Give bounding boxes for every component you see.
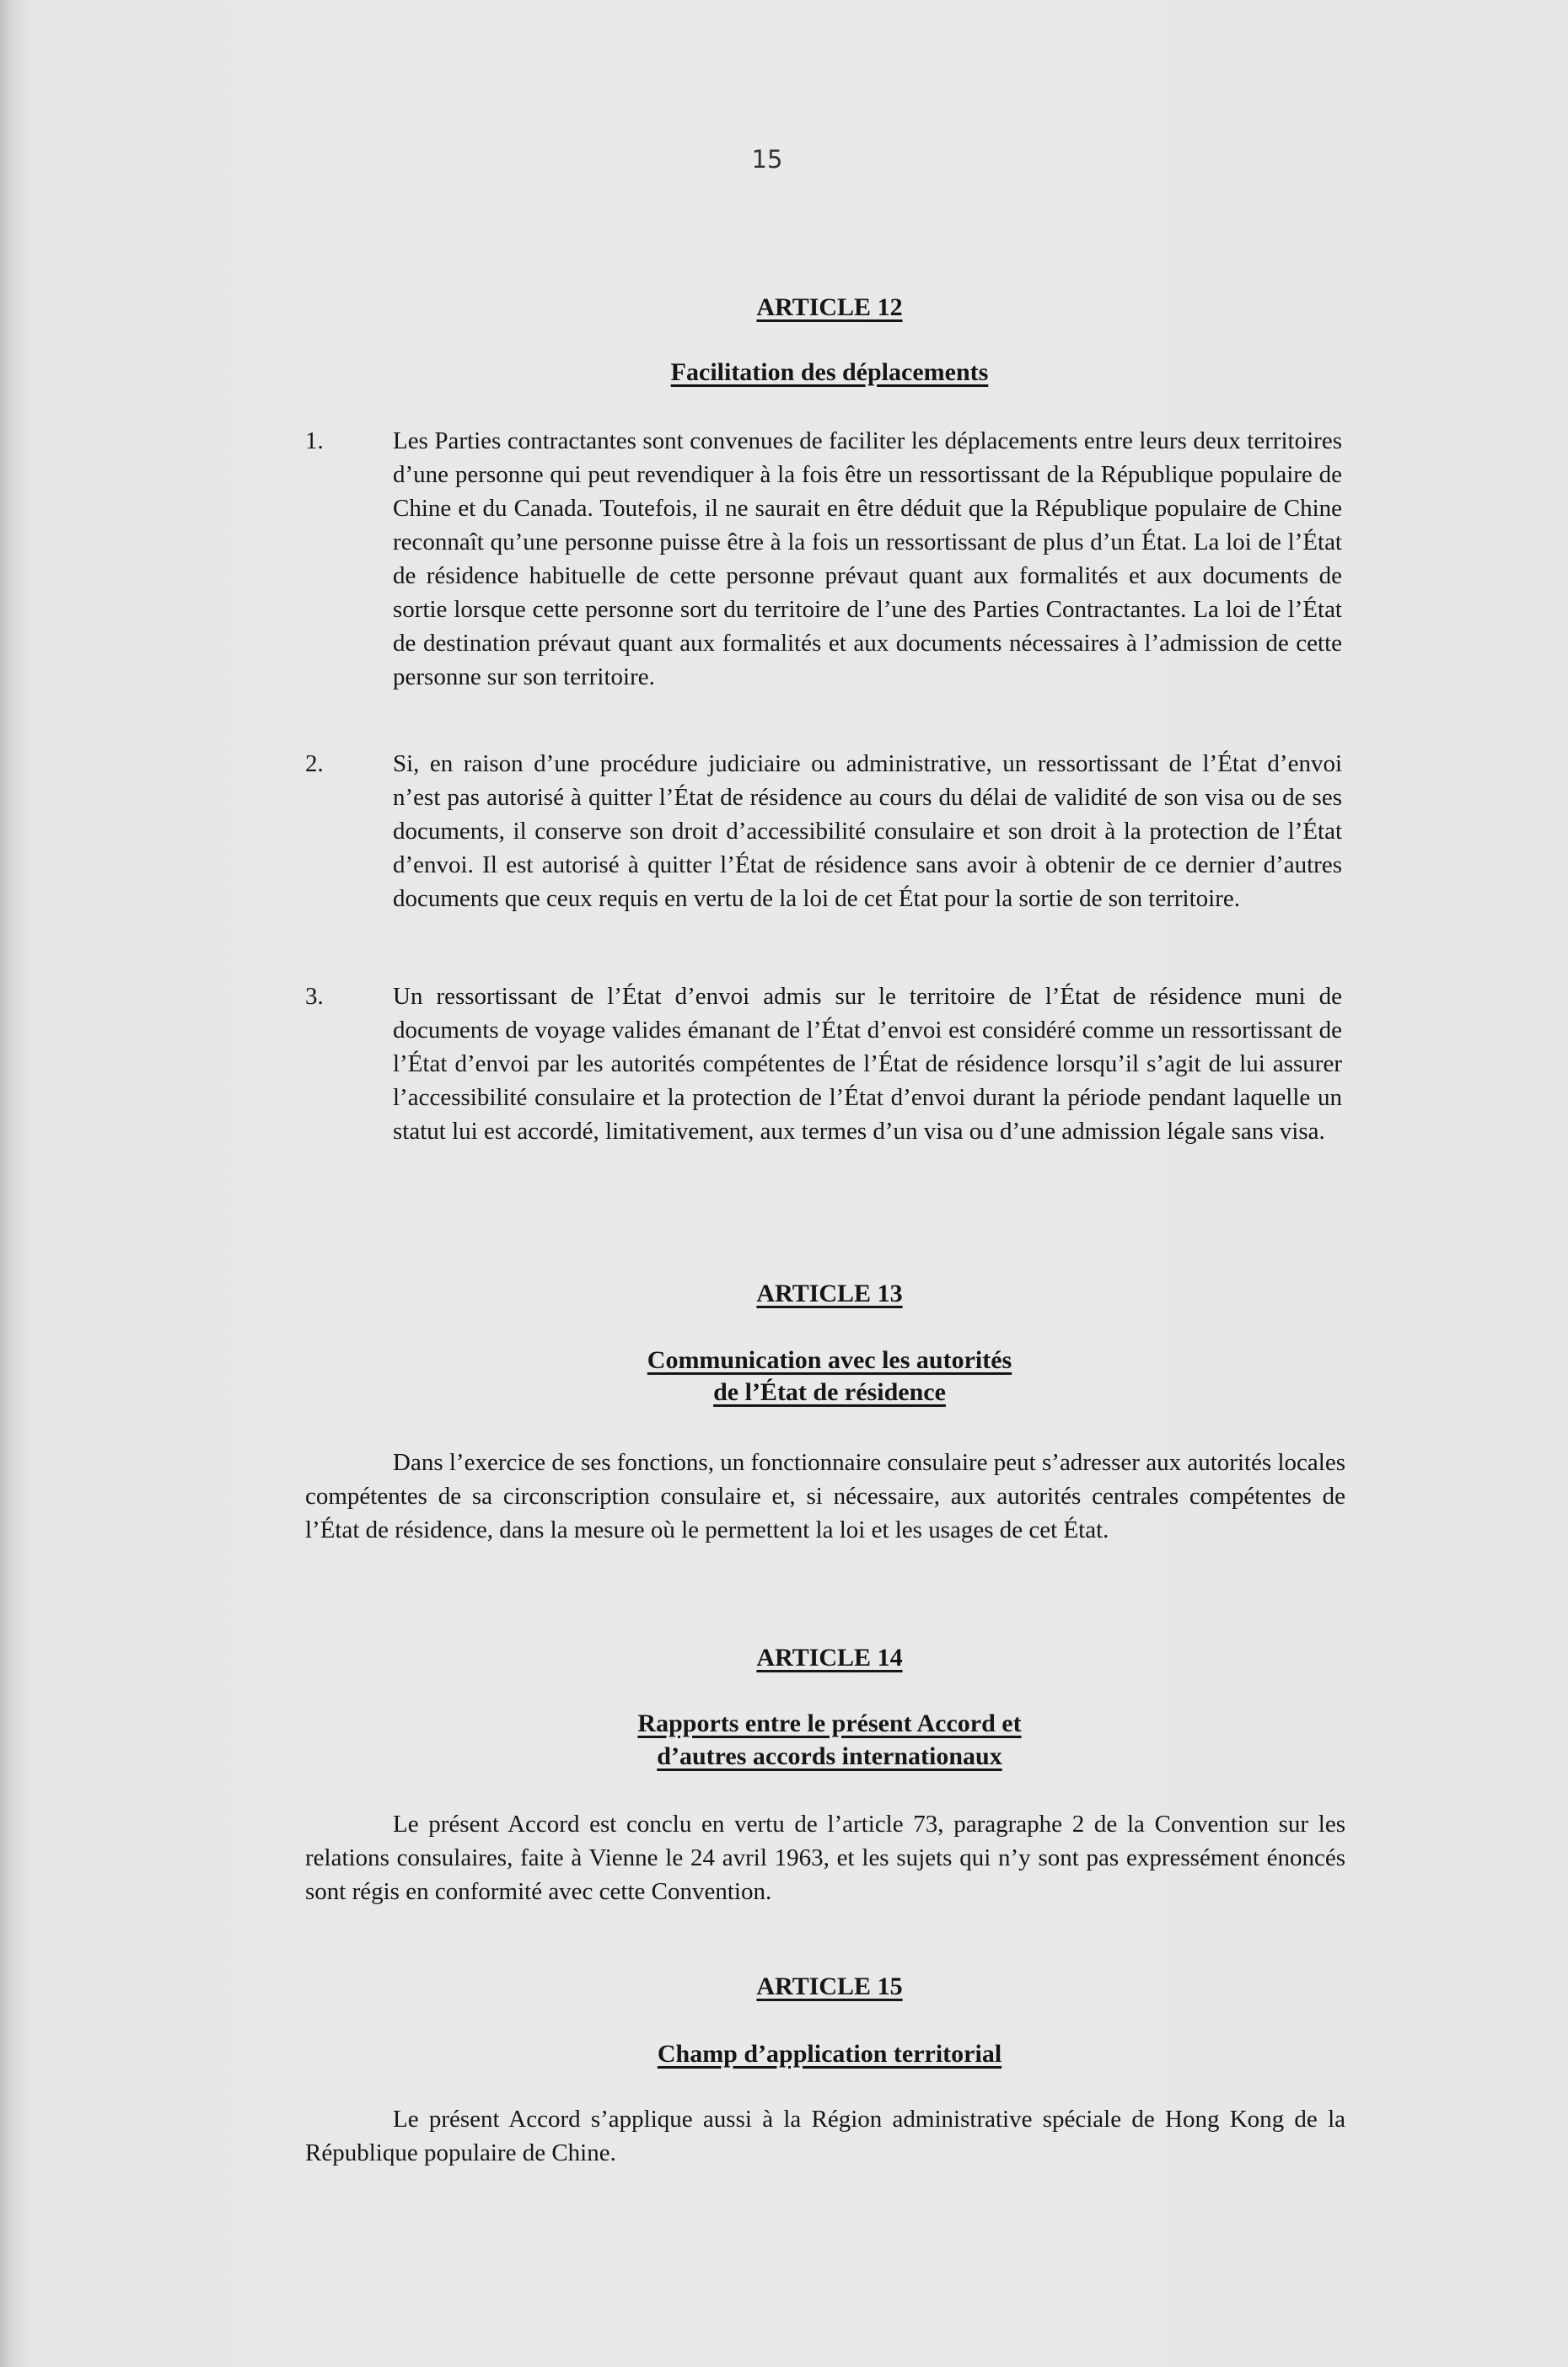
article-13-title: ARTICLE 13 xyxy=(756,1280,903,1307)
article-12-title: ARTICLE 12 xyxy=(756,293,903,321)
article-15-subtitle: Champ d’application territorial xyxy=(657,2040,1002,2068)
page-number: 15 xyxy=(751,145,783,174)
article-15-text: Le présent Accord s’applique aussi à la Région administrative spéciale de Hong Kong de la République populaire de Chine. xyxy=(305,2106,1345,2166)
article-13-subtitle-line-1: Communication avec les autorités xyxy=(647,1346,1012,1374)
article-15-title: ARTICLE 15 xyxy=(756,1972,903,2000)
article-14-subtitle-line-1: Rapports entre le présent Accord et xyxy=(637,1710,1022,1737)
paragraph-text: Un ressortissant de l’État d’envoi admis sur le territoire de l’État de résidence muni de documents de voyage valides émanant de l’État d’envoi est considéré comme un ressortissant de l’État d’envoi par les autorités compétentes de l’État de résidence lorsqu’il s’agit de lui assurer l’accessibilité consulaire et la protection de l’État d’envoi durant la période pendant laquelle un statut lui est accordé, limitativement, aux termes d’un visa ou d’une admission légale sans visa. xyxy=(393,983,1342,1145)
paragraph-number: 3. xyxy=(305,983,324,1010)
paragraph-text: Les Parties contractantes sont convenues de faciliter les déplacements entre leurs deux territoires d’une personne qui peut revendiquer à la fois être un ressortissant de la République populaire de Chine et du Canada. Toutefois, il ne saurait en être déduit que la République populaire de Chine reconnaît qu’une personne puisse être à la fois un ressortissant de plus d’un État. La loi de l’État de résidence habituelle de cette personne prévaut quant aux formalités et aux documents de sortie lorsque cette personne sort du territoire de l’une des Parties Contractantes. La loi de l’État de destination prévaut quant aux formalités et aux documents nécessaires à l’admission de cette personne sur son territoire. xyxy=(393,427,1342,690)
article-12-subtitle: Facilitation des déplacements xyxy=(670,358,989,386)
article-14-subtitle-line-2: d’autres accords internationaux xyxy=(657,1742,1002,1770)
article-14-text: Le présent Accord est conclu en vertu de l’article 73, paragraphe 2 de la Convention sur les relations consulaires, faite à Vienne le 24 avril 1963, et les sujets qui n’y sont pas expressément énoncés sont régis en conformité avec cette Convention. xyxy=(305,1811,1345,1905)
article-13-subtitle-line-2: de l’État de résidence xyxy=(713,1378,946,1406)
paragraph-number: 1. xyxy=(305,427,324,454)
paragraph-text: Si, en raison d’une procédure judiciaire ou administrative, un ressortissant de l’État d’envoi n’est pas autorisé à quitter l’État de résidence au cours du délai de validité de son visa ou de ses documents, il conserve son droit d’accessibilité consulaire et son droit à la protection de l’État d’envoi. Il est autorisé à quitter l’État de résidence sans avoir à obtenir de ce dernier d’autres documents que ceux requis en vertu de la loi de cet État pour la sortie de son territoire. xyxy=(393,750,1342,912)
article-13-text: Dans l’exercice de ses fonctions, un fonctionnaire consulaire peut s’adresser aux autorités locales compétentes de sa circonscription consulaire et, si nécessaire, aux autorités centrales compétentes de l’État de résidence, dans la mesure où le permettent la loi et les usages de cet État. xyxy=(305,1449,1345,1543)
article-14-title: ARTICLE 14 xyxy=(756,1644,903,1672)
paragraph-number: 2. xyxy=(305,750,324,777)
